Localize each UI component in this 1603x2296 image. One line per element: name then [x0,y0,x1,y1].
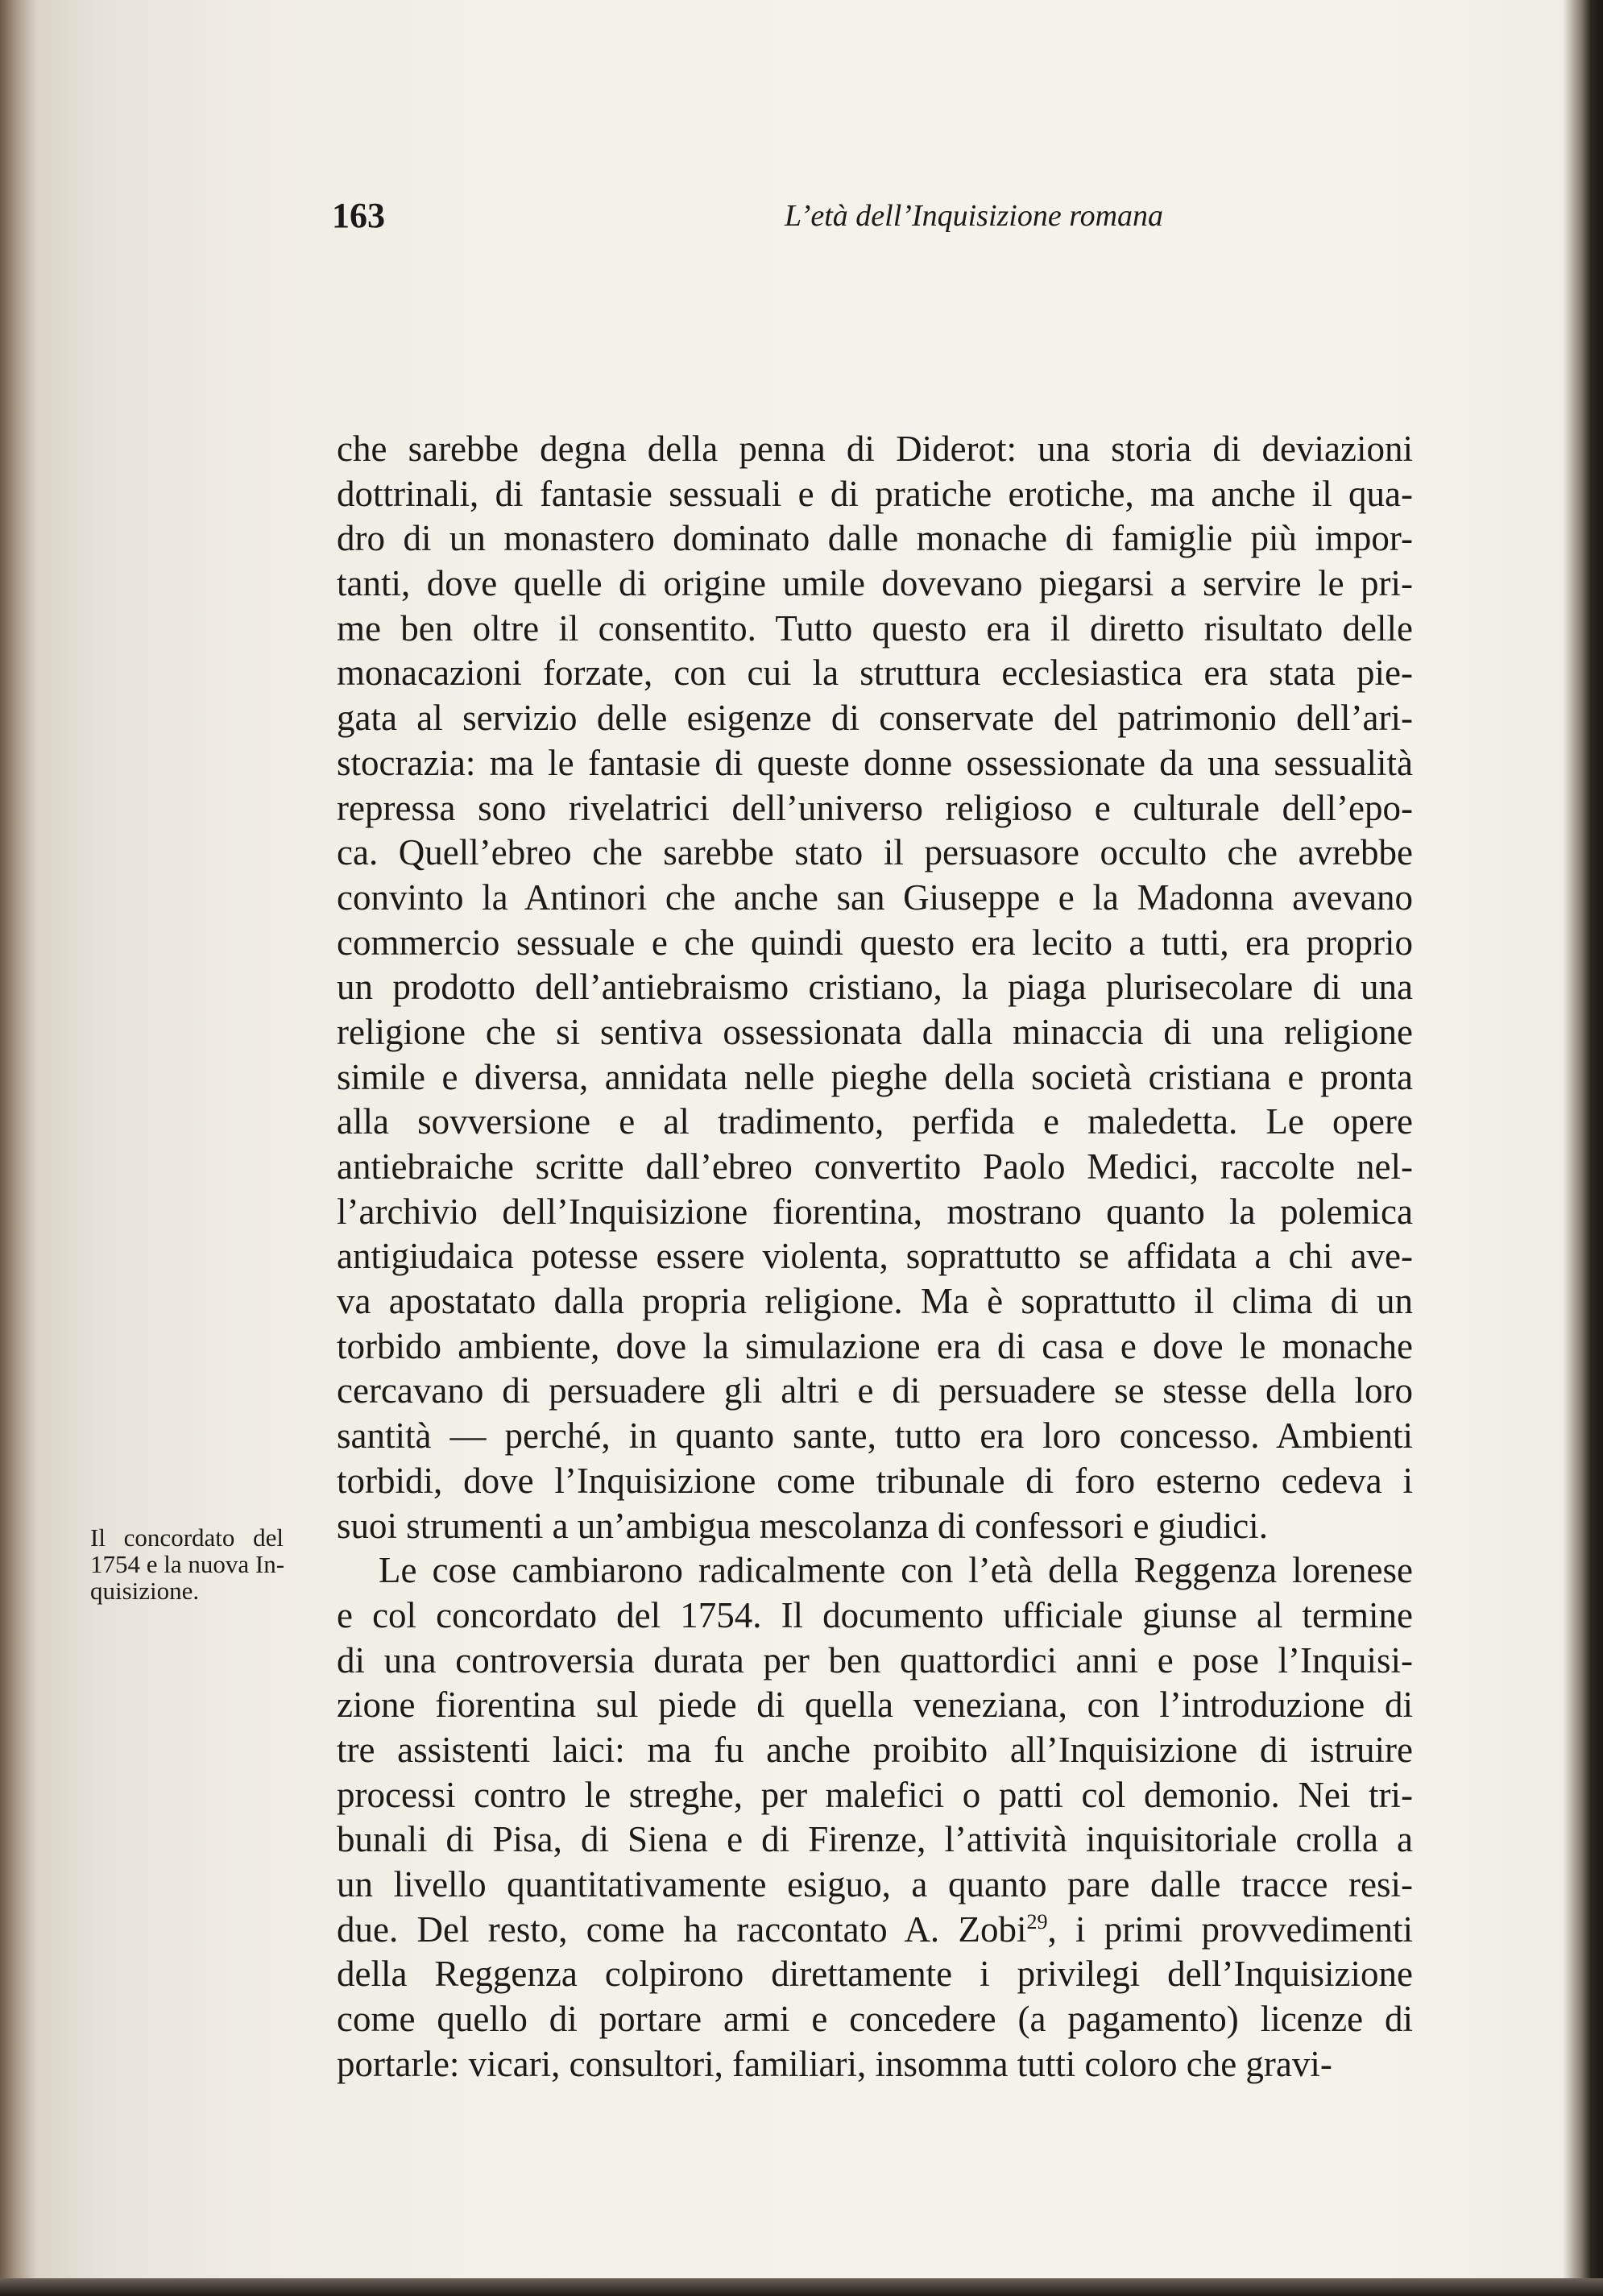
text-line: gata al servizio delle esigenze di conservate del patrimonio dell’ari- [337,698,1413,739]
text-line: monacazioni forzate, con cui la struttura ecclesiastica era stata pie- [337,653,1413,694]
text-line: processi contro le streghe, per malefici o patti col demonio. Nei tri- [337,1774,1413,1815]
text-line: tanti, dove quelle di origine umile dovevano piegarsi a servire le pri- [337,563,1413,604]
text-line: tre assistenti laici: ma fu anche proibito all’Inquisizione di istruire [337,1729,1413,1770]
text-line: me ben oltre il consentito. Tutto questo era il diretto risultato delle [337,607,1413,649]
page-bottom-edge [0,2278,1603,2296]
footnote-reference[interactable]: 29 [1026,1909,1048,1933]
text-line: repressa sono rivelatrici dell’universo religioso e culturale dell’epo- [337,787,1413,828]
text-line: e col concordato del 1754. Il documento ufficiale giunse al termine [337,1594,1413,1635]
body-text [337,427,1413,2087]
text-line: della Reggenza colpirono direttamente i privilegi dell’Inquisizione [337,1954,1413,1995]
text-line: va apostatato dalla propria religione. Ma è soprattutto il clima di un [337,1281,1413,1322]
text-line: torbido ambiente, dove la simulazione era di casa e dove le monache [337,1325,1413,1366]
text-line: portarle: vicari, consultori, familiari, insomma tutti coloro che gravi- [337,2043,1332,2084]
text-line: religione che si sentiva ossessionata dalla minaccia di una religione [337,1011,1413,1052]
text-line-segment: , i primi provvedimenti [1047,1908,1414,1950]
text-line: alla sovversione e al tradimento, perfida e maledetta. Le opere [337,1101,1413,1142]
text-line: zione fiorentina sul piede di quella veneziana, con l’introduzione di [337,1685,1413,1726]
running-title: L’età dell’Inquisizione romana [785,199,1164,233]
margin-note-line: Il concordato del [90,1523,284,1552]
text-line: santità — perché, in quanto sante, tutto era loro concesso. Ambienti [337,1415,1413,1457]
text-line [337,1908,1413,1953]
text-line: antiebraiche scritte dall’ebreo convertito Paolo Medici, raccolte nel- [337,1146,1413,1187]
text-line: convinto la Antinori che anche san Giuseppe e la Madonna avevano [337,877,1413,918]
text-line: che sarebbe degna della penna di Diderot: una storia di deviazioni [337,429,1413,469]
margin-note-line: quisizione. [90,1577,200,1605]
text-line: simile e diversa, annidata nelle pieghe della società cristiana e pronta [337,1056,1413,1097]
text-line: un livello quantitativamente esiguo, a quanto pare dalle tracce resi- [337,1864,1413,1904]
text-line: antigiudaica potesse essere violenta, soprattutto se affidata a chi ave- [337,1236,1413,1277]
text-line: di una controversia durata per ben quattordici anni e pose l’Inquisi- [337,1639,1413,1681]
margin-note-line: 1754 e la nuova In- [90,1550,285,1578]
text-line: un prodotto dell’antiebraismo cristiano, la piaga plurisecolare di una [337,967,1413,1008]
page-number: 163 [332,196,385,235]
text-line: stocrazia: ma le fantasie di queste donne ossessionate da una sessualità [337,742,1413,783]
text-line: come quello di portare armi e concedere (a pagamento) licenze di [337,1999,1413,2040]
text-line: commercio sessuale e che quindi questo era lecito a tutti, era proprio [337,922,1413,963]
text-line: bunali di Pisa, di Siena e di Firenze, l’attività inquisitoriale crolla a [337,1819,1413,1860]
text-line: dro di un monastero dominato dalle monache di famiglie più impor- [337,518,1413,559]
text-line: cercavano di persuadere gli altri e di persuadere se stesse della loro [337,1370,1413,1411]
text-line: l’archivio dell’Inquisizione fiorentina, mostrano quanto la polemica [337,1191,1413,1232]
text-line-segment: due. Del resto, come ha raccontato A. Zobi [337,1908,1027,1950]
text-line: ca. Quell’ebreo che sarebbe stato il persuasore occulto che avrebbe [337,832,1413,873]
text-line: suoi strumenti a un’ambigua mescolanza di confessori e giudici. [337,1505,1268,1546]
margin-note [90,1524,284,1604]
text-line: torbidi, dove l’Inquisizione come tribunale di foro esterno cedeva i [337,1460,1413,1501]
text-line: Le cose cambiarono radicalmente con l’età della Reggenza lorenese [379,1550,1413,1591]
text-line: dottrinali, di fantasie sessuali e di pratiche erotiche, ma anche il qua- [337,473,1413,514]
